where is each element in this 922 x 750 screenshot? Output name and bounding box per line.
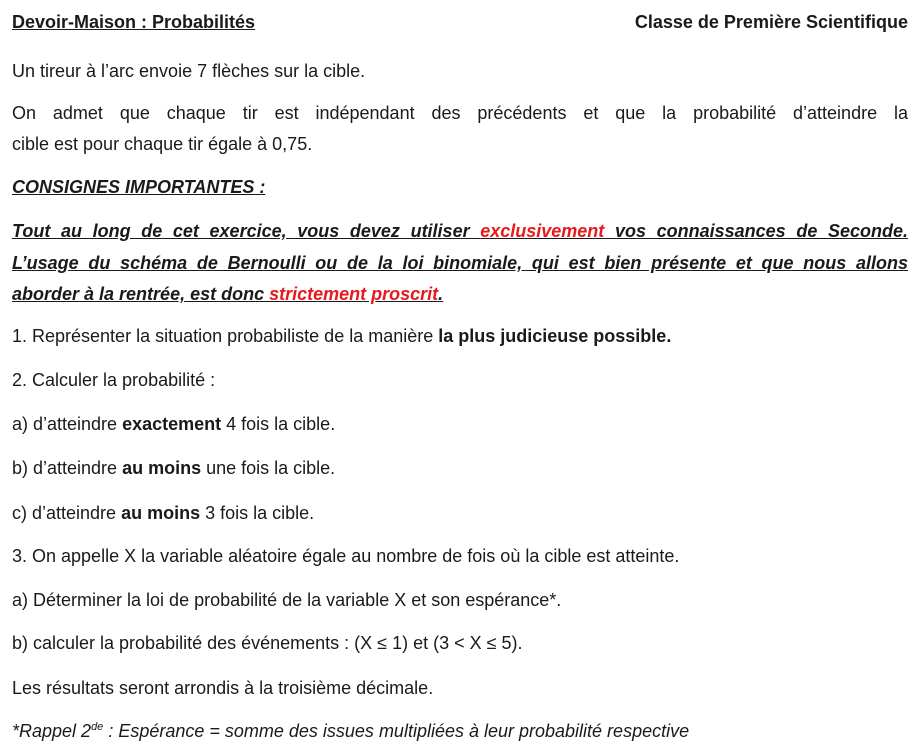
question-3b: b) calculer la probabilité des événements : (X ≤ 1) et (3 < X ≤ 5).	[12, 633, 523, 653]
consignes-l3-red: strictement proscrit	[269, 284, 439, 304]
question-2: 2. Calculer la probabilité :	[12, 370, 216, 390]
consignes-title	[12, 172, 908, 202]
question-2a-bold: exactement	[122, 414, 222, 434]
footnote-post: : Espérance = somme des issues multipliées à leur probabilité respective	[103, 721, 690, 741]
consignes-l3-post: .	[438, 284, 444, 304]
consignes-l3-pre: aborder à la rentrée, est donc	[12, 284, 270, 304]
question-3: 3. On appelle X la variable aléatoire égale au nombre de fois où la cible est atteinte.	[12, 546, 680, 566]
question-2b-pre: b) d’atteindre	[12, 458, 123, 478]
intro-line-2b: cible est pour chaque tir égale à 0,75.	[12, 134, 313, 154]
question-2b-bold: au moins	[122, 458, 202, 478]
consignes-l1-pre: Tout au long de cet exercice, vous devez utiliser	[12, 221, 481, 241]
consignes-line-2: L’usage du schéma de Bernoulli ou de la loi binomiale, qui est bien présente et que nous allons	[12, 253, 908, 273]
consignes-line-1	[12, 216, 908, 246]
document-title: Devoir-Maison : Probabilités	[12, 12, 256, 32]
question-2b-post: une fois la cible.	[201, 458, 336, 478]
question-2c-pre: c) d’atteindre	[12, 503, 122, 523]
intro-line-1: Un tireur à l’arc envoie 7 flèches sur la cible.	[12, 61, 366, 81]
question-2a	[12, 409, 908, 439]
class-label: Classe de Première Scientifique	[634, 12, 908, 32]
question-1-text: 1. Représenter la situation probabiliste de la manière	[12, 326, 439, 346]
question-2c-bold: au moins	[121, 503, 201, 523]
consignes-l1-red: exclusivement	[480, 221, 605, 241]
rounding-note: Les résultats seront arrondis à la troisième décimale.	[12, 678, 434, 698]
question-1-bold: la plus judicieuse possible.	[438, 326, 672, 346]
question-2b	[12, 453, 908, 483]
footnote-sup: de	[91, 721, 104, 733]
question-2a-pre: a) d’atteindre	[12, 414, 123, 434]
consignes-l1-post: vos connaissances de Seconde.	[604, 221, 908, 241]
question-2a-post: 4 fois la cible.	[221, 414, 336, 434]
question-1	[12, 321, 908, 351]
footnote	[12, 716, 908, 746]
question-2c-post: 3 fois la cible.	[200, 503, 315, 523]
consignes-line-3	[12, 279, 908, 309]
intro-line-2a: On admet que chaque tir est indépendant des précédents et que la probabilité d’atteindre la	[12, 103, 908, 123]
question-2c	[12, 498, 908, 528]
footnote-pre: *Rappel 2	[12, 721, 92, 741]
header	[12, 0, 908, 40]
consignes-title-text: CONSIGNES IMPORTANTES :	[12, 177, 266, 197]
question-3a: a) Déterminer la loi de probabilité de la variable X et son espérance*.	[12, 590, 562, 610]
